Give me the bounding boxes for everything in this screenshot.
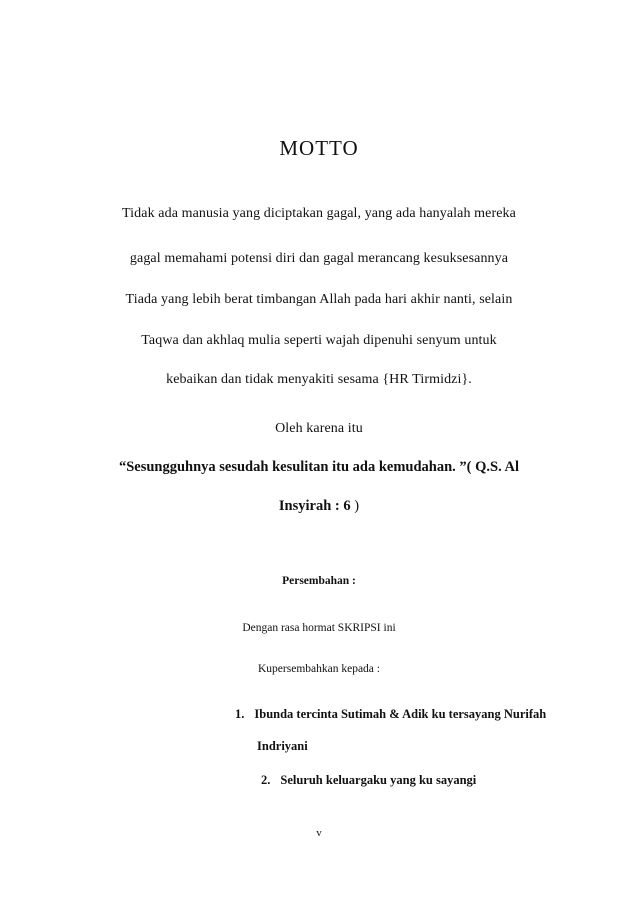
dedication-item-1-number: 1. xyxy=(235,707,245,721)
page-number: v xyxy=(316,827,322,839)
dedication-item-1 xyxy=(235,707,546,722)
motto-line-1: Tidak ada manusia yang diciptakan gagal, yang ada hanyalah mereka xyxy=(122,206,516,221)
connector-text: Oleh karena itu xyxy=(275,421,363,436)
dedication-item-2-text: Seluruh keluargaku yang ku sayangi xyxy=(280,773,477,787)
quote-line-2 xyxy=(0,498,638,515)
quote-line-1: “Sesungguhnya sesudah kesulitan itu ada kemudahan. ”( Q.S. Al xyxy=(118,459,520,475)
motto-line-2: gagal memahami potensi diri dan gagal merancang kesuksesannya xyxy=(129,251,509,266)
quote-source-bold: Insyirah : 6 xyxy=(278,498,351,514)
quote-source-rest: ) xyxy=(350,498,360,514)
dedication-item-2-number: 2. xyxy=(261,773,271,787)
motto-line-5: kebaikan dan tidak menyakiti sesama {HR Tirmidzi}. xyxy=(166,372,472,387)
dedication-intro-2: Kupersembahkan kepada : xyxy=(258,663,380,675)
dedication-item-2 xyxy=(261,773,476,788)
dedication-heading: Persembahan : xyxy=(282,575,356,587)
dedication-item-1-text: Ibunda tercinta Sutimah & Adik ku tersayang Nurifah xyxy=(254,707,547,721)
dedication-item-1-continuation: Indriyani xyxy=(257,739,308,753)
motto-line-3: Tiada yang lebih berat timbangan Allah pada hari akhir nanti, selain xyxy=(125,292,513,307)
motto-line-4: Taqwa dan akhlaq mulia seperti wajah dipenuhi senyum untuk xyxy=(141,333,497,348)
dedication-intro: Dengan rasa hormat SKRIPSI ini xyxy=(242,622,396,634)
page-title: MOTTO xyxy=(279,136,359,160)
